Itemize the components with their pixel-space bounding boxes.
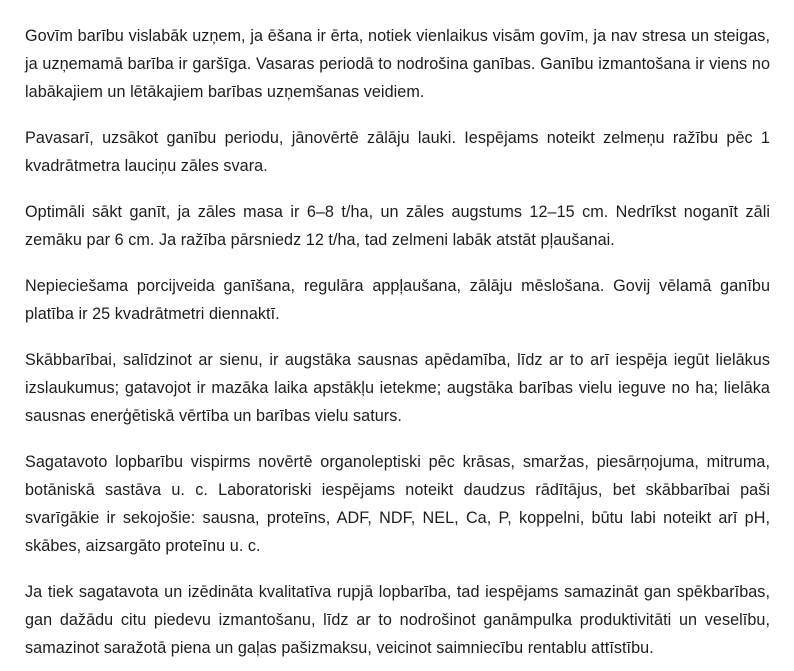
article-body xyxy=(25,22,770,662)
paragraph-2: Pavasarī, uzsākot ganību periodu, jānovērtē zālāju lauki. Iespējams noteikt zelmeņu ražību pēc 1 kvadrātmetra lauciņu zāles svara. xyxy=(25,129,770,175)
paragraph-7: Ja tiek sagatavota un izēdināta kvalitatīva rupjā lopbarība, tad iespējams samazināt gan spēkbarības, gan dažādu citu piedevu izmantošanu, līdz ar to nodrošinot ganāmpulka produktivitāti un veselību, samazinot saražotā piena un gaļas pašizmaksu, veicinot saimniecību rentablu attīstību. xyxy=(25,583,770,657)
paragraph-1: Govīm barību vislabāk uzņem, ja ēšana ir ērta, notiek vienlaikus visām govīm, ja nav stresa un steigas, ja uzņemamā barība ir garšīga. Vasaras periodā to nodrošina ganības. Ganību izmantošana ir viens no labākajiem un lētākajiem barības uzņemšanas veidiem. xyxy=(25,27,770,101)
paragraph-4: Nepieciešama porcijveida ganīšana, regulāra appļaušana, zālāju mēslošana. Govij vēlamā ganību platība ir 25 kvadrātmetri diennaktī. xyxy=(25,277,770,323)
paragraph-5: Skābbarībai, salīdzinot ar sienu, ir augstāka sausnas apēdamība, līdz ar to arī iespēja iegūt lielākus izslaukumus; gatavojot ir mazāka laika apstākļu ietekme; augstāka barības vielu ieguve no ha; lielāka sausnas enerģētiskā vērtība un barības vielu saturs. xyxy=(25,351,770,425)
paragraph-3: Optimāli sākt ganīt, ja zāles masa ir 6–8 t/ha, un zāles augstums 12–15 cm. Nedrīkst noganīt zāli zemāku par 6 cm. Ja ražība pārsniedz 12 t/ha, tad zelmeni labāk atstāt pļaušanai. xyxy=(25,203,770,249)
paragraph-6: Sagatavoto lopbarību vispirms novērtē organoleptiski pēc krāsas, smaržas, piesārņojuma, mitruma, botāniskā sastāva u. c. Laboratoriski iespējams noteikt daudzus rādītājus, bet skābbarībai paši svarīgākie ir sekojošie: sausna, proteīns, ADF, NDF, NEL, Ca, P, koppelni, būtu labi noteikt arī pH, skābes, aizsargāto proteīnu u. c. xyxy=(25,453,770,555)
